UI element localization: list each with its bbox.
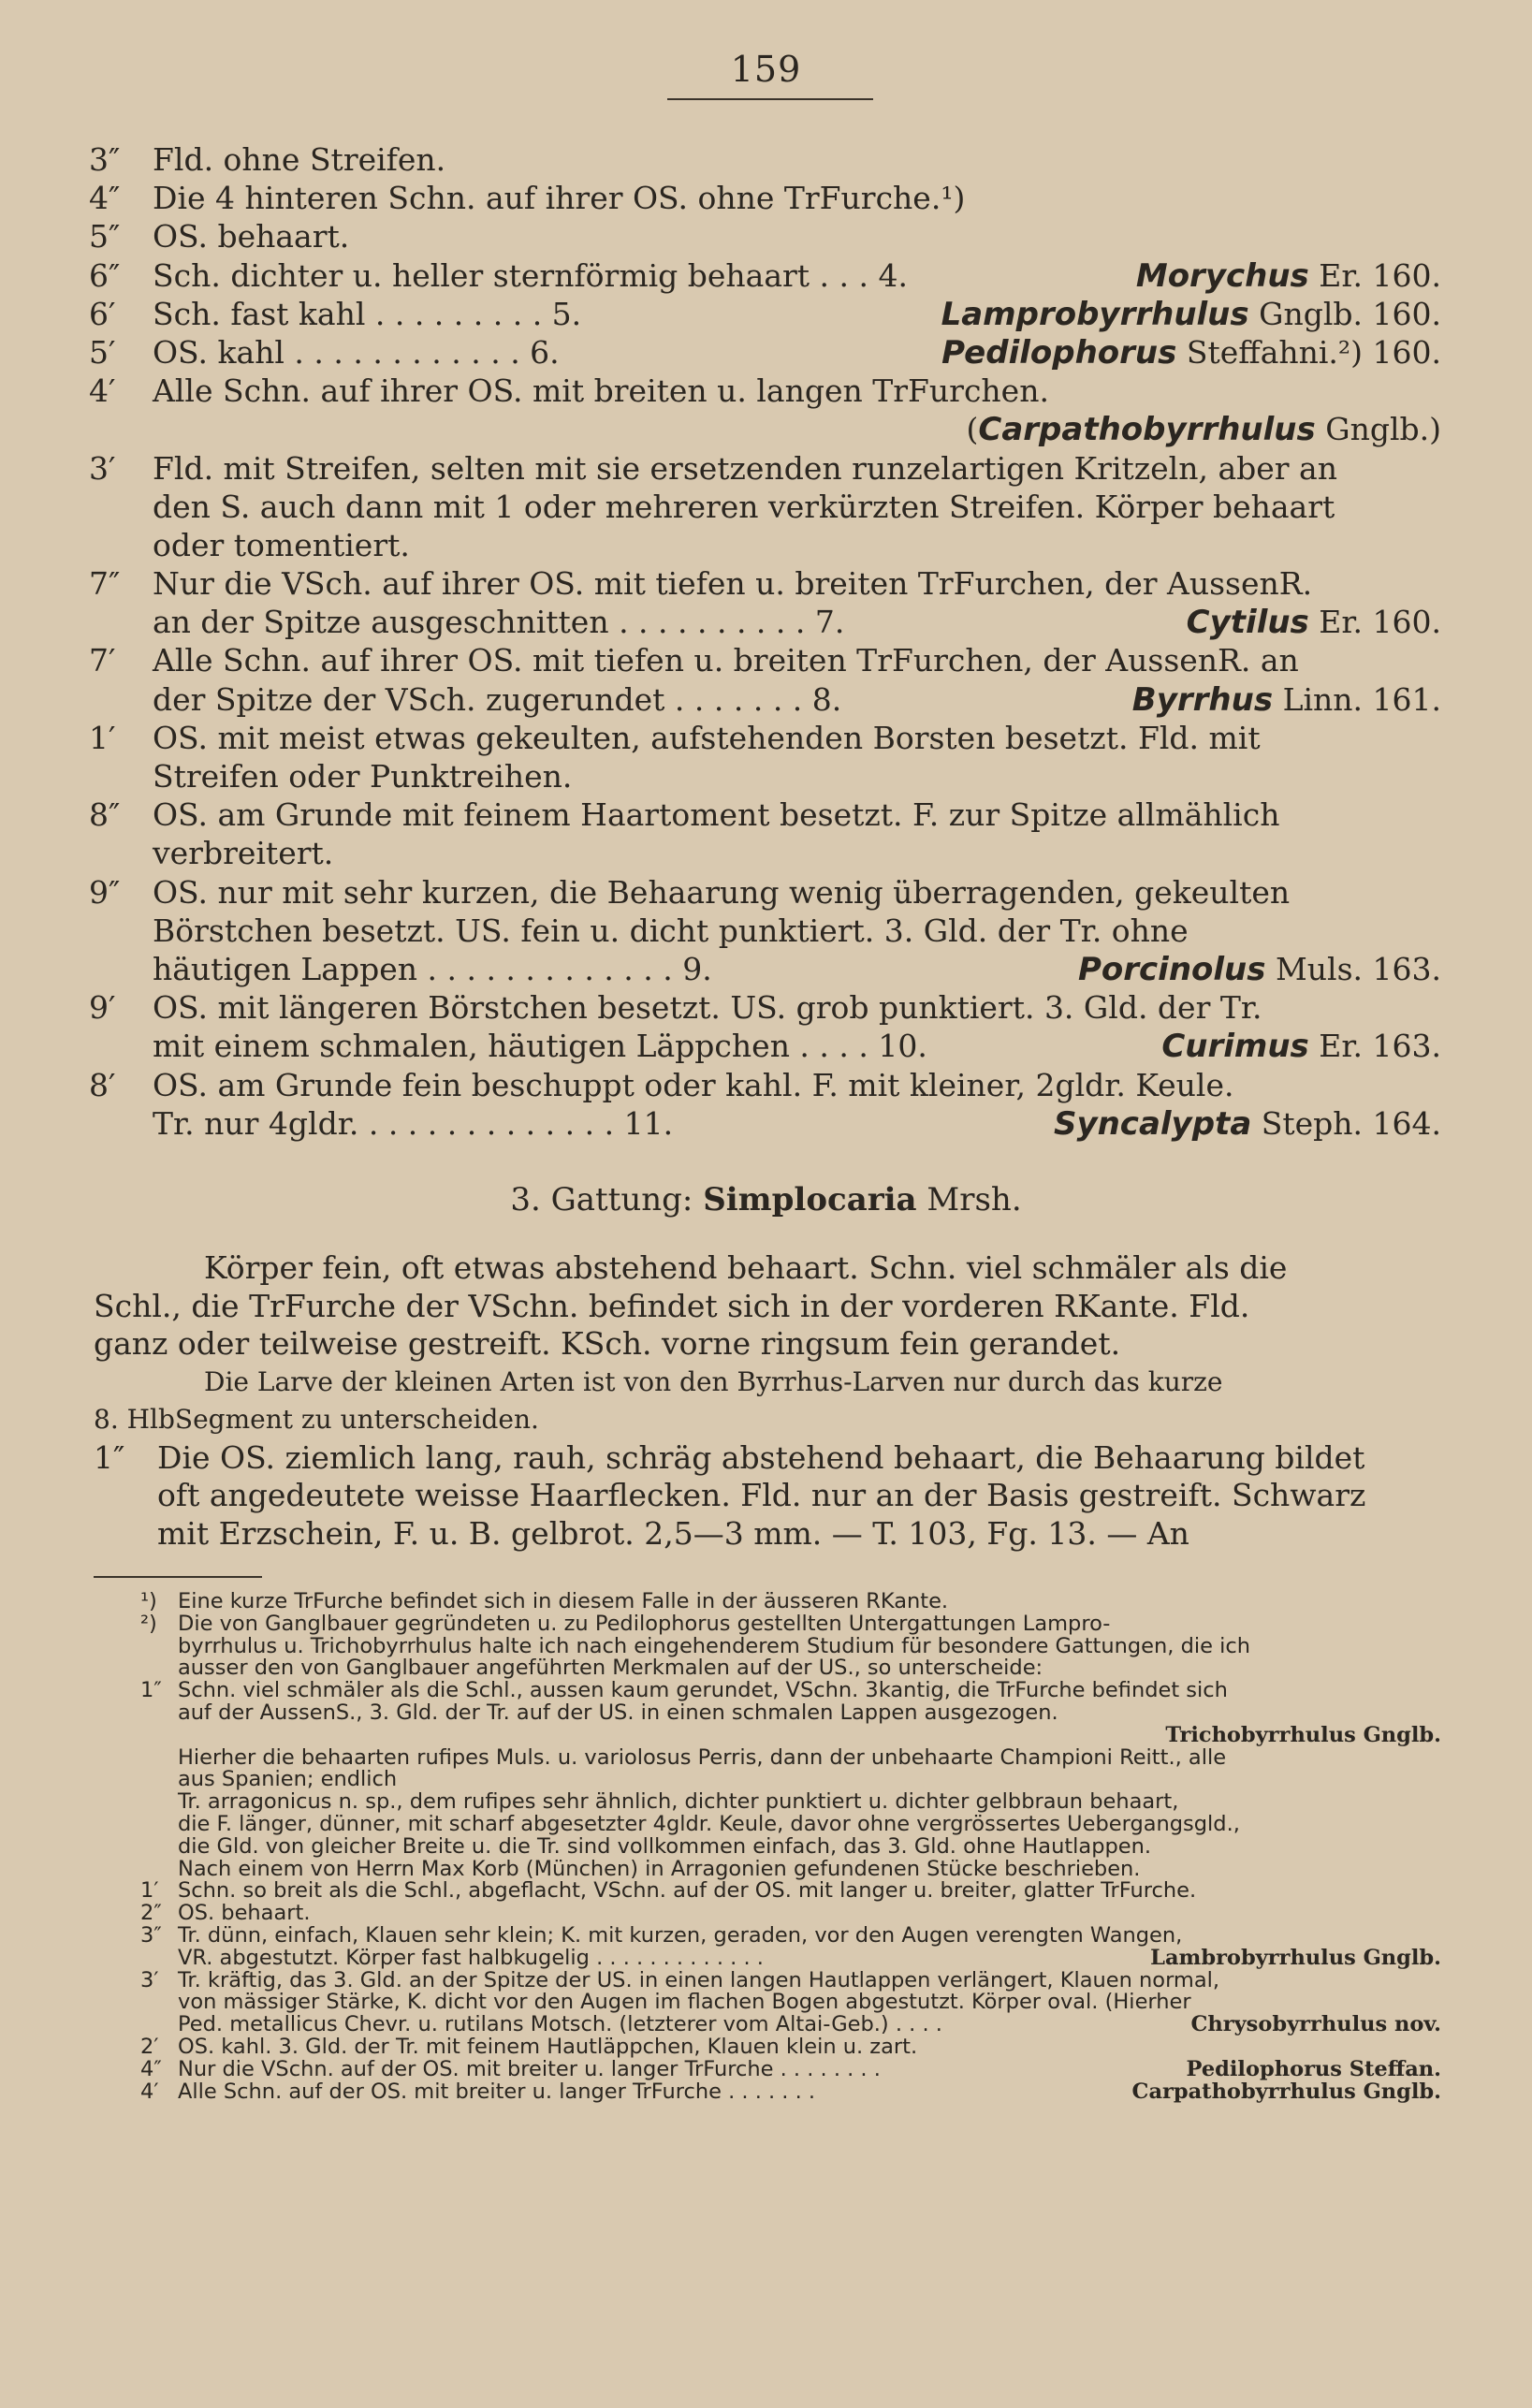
header-rule (667, 98, 873, 100)
footnote-code: 2″ (140, 1901, 162, 1926)
footnote-text: OS. kahl. 3. Gld. der Tr. mit feinem Hautläppchen, Klauen klein u. zart. (178, 2034, 918, 2059)
key-code: 9′ (89, 989, 116, 1027)
footnote-code: ²) (140, 1611, 157, 1636)
key-text: Streifen oder Punktreihen. (153, 758, 573, 795)
genus-name: Byrrhus (1131, 680, 1274, 719)
key-text (153, 680, 1441, 719)
body-line (94, 1364, 1441, 1402)
footnote-text: von mässiger Stärke, K. dicht vor den Augen im flachen Bogen abgestutzt. Körper oval. (Hierher (178, 1990, 1191, 2015)
footnote-line (140, 1613, 1441, 1636)
genus-author: Er. 160. (1319, 604, 1441, 641)
key-line (89, 873, 1441, 912)
heading-genus: Simplocaria (703, 1181, 917, 1219)
key-line (89, 719, 1441, 757)
key-code: 1′ (89, 719, 116, 756)
key-line (89, 217, 1441, 255)
footnote-code: 3″ (140, 1922, 162, 1948)
key-text: OS. mit meist etwas gekeulten, aufstehenden Borsten besetzt. Fld. mit (153, 719, 1261, 756)
key-line (89, 1066, 1441, 1104)
key-text: Alle Schn. auf ihrer OS. mit breiten u. langen TrFurchen. (153, 372, 1049, 410)
page-number: 159 (730, 49, 802, 90)
body-line-text: ganz oder teilweise gestreift. KSch. vorne ringsum fein gerandet. (94, 1325, 1121, 1362)
footnote-code: 1′ (140, 1878, 159, 1904)
footnote-genus: Lambrobyrrhulus Gnglb. (1150, 1945, 1441, 1970)
footnote-text: auf der AussenS., 3. Gld. der Tr. auf der US. in einen schmalen Lappen ausgezogen. (178, 1700, 1058, 1725)
footnote-text: Tr. dünn, einfach, Klauen sehr klein; K. mit kurzen, geraden, vor den Augen verengten Wangen, (178, 1922, 1183, 1948)
key-text (153, 603, 1441, 641)
heading-prefix: 3. Gattung: (510, 1181, 693, 1219)
genus-name: Porcinolus (1077, 950, 1266, 988)
key-line (89, 603, 1441, 641)
key-code: 8′ (89, 1066, 116, 1103)
key-text: OS. mit längeren Börstchen besetzt. US. grob punktiert. 3. Gld. der Tr. (153, 989, 1262, 1027)
key-line (89, 333, 1441, 372)
key-line (89, 912, 1441, 950)
key-text-lead: häutigen Lappen . . . . . . . . . . . . . 9. (153, 950, 712, 987)
key-text (153, 1027, 1441, 1065)
footnote-rule (94, 1576, 262, 1578)
key-line (89, 680, 1441, 719)
footnote-text: Alle Schn. auf der OS. mit breiter u. langer TrFurche . . . . . . . (178, 2079, 816, 2104)
body-line (94, 1401, 1441, 1439)
footnote-line (140, 1880, 1441, 1903)
key-line (89, 834, 1441, 872)
key-code: 5″ (89, 218, 121, 255)
body-line-text: 8. HlbSegment zu unterscheiden. (94, 1404, 539, 1435)
key-text (153, 1104, 1441, 1143)
key-code: 7″ (89, 565, 121, 603)
footnote-line (140, 1992, 1441, 2014)
genus-name: Morychus (1135, 256, 1309, 295)
body-line (94, 1515, 1441, 1554)
key-code: 4″ (89, 180, 121, 217)
footnote-line (140, 1833, 1441, 1859)
key-code: 4′ (89, 372, 116, 410)
key-text: den S. auch dann mit 1 oder mehreren verkürzten Streifen. Körper behaart (153, 488, 1335, 525)
genus-description (94, 1249, 1441, 1553)
key-text: oder tomentiert. (153, 526, 410, 563)
footnote-line (140, 1967, 1441, 1992)
body-line (94, 1477, 1441, 1515)
key-text-lead: Tr. nur 4gldr. . . . . . . . . . . . . . 11. (153, 1104, 674, 1142)
key-text-lead: ( (966, 411, 979, 448)
footnote-text: ausser den von Ganglbauer angeführten Merkmalen auf der US., so unterscheide: (178, 1656, 1043, 1681)
genus-name: Pedilophorus (941, 333, 1177, 372)
footnote-line (140, 1945, 1441, 1970)
footnote-line (140, 1657, 1441, 1680)
key-line (89, 795, 1441, 834)
key-code: 7′ (89, 642, 116, 679)
footnote-line (140, 2081, 1441, 2104)
footnote-text: Nur die VSchn. auf der OS. mit breiter u. langer TrFurche . . . . . . . . (178, 2056, 881, 2081)
key-line (89, 256, 1441, 295)
key-line (89, 950, 1441, 988)
key-text: Börstchen besetzt. US. fein u. dicht punktiert. 3. Gld. der Tr. ohne (153, 912, 1189, 949)
genus-author: Gnglb. 160. (1259, 295, 1441, 332)
key-text-lead: OS. kahl . . . . . . . . . . . . 6. (153, 333, 560, 371)
genus-author: Gnglb.) (1325, 411, 1441, 448)
footnote-text: OS. behaart. (178, 1901, 311, 1926)
footnote-text: Ped. metallicus Chevr. u. rutilans Motsch. (letzterer vom Altai-Geb.) . . . . (178, 2012, 942, 2037)
key-line (89, 564, 1441, 603)
footnote-genus: Trichobyrrhulus Gnglb. (1165, 1722, 1441, 1747)
body-line-text: Die OS. ziemlich lang, rauh, schräg abstehend behaart, die Behaarung bildet (157, 1438, 1365, 1476)
key-text (153, 333, 1441, 372)
footnote-line (140, 1769, 1441, 1791)
key-line (89, 1027, 1441, 1065)
key-line (89, 641, 1441, 679)
footnote-code: 1″ (140, 1678, 162, 1703)
footnote-genus: Chrysobyrrhulus nov. (1190, 2012, 1441, 2037)
body-line (94, 1325, 1441, 1364)
genus-name: Cytilus (1186, 604, 1309, 642)
key-genus-ref (1078, 950, 1441, 989)
body-line (94, 1288, 1441, 1326)
key-text (153, 950, 1441, 988)
key-code: 6′ (89, 295, 116, 332)
footnote-text: die Gld. von gleicher Breite u. die Tr. sind vollkommen einfach, das 3. Gld. ohne Hautlappen. (178, 1833, 1152, 1859)
key-code: 3′ (89, 449, 116, 487)
genus-author: Muls. 163. (1276, 950, 1441, 987)
key-code: 5′ (89, 333, 116, 371)
footnote-line (140, 1744, 1441, 1770)
key-text: Nur die VSch. auf ihrer OS. mit tiefen u. breiten TrFurchen, der AussenR. (153, 565, 1313, 603)
key-genus-ref (1132, 680, 1441, 720)
key-line (89, 488, 1441, 526)
footnote-line (140, 1591, 1441, 1613)
footnote-text: Tr. arragonicus n. sp., dem rufipes sehr ähnlich, dichter punktiert u. dichter gelbbraun behaart, (178, 1789, 1179, 1815)
body-line-text: Die Larve der kleinen Arten ist von den Byrrhus-Larven nur durch das kurze (204, 1365, 1223, 1397)
footnote-text: byrrhulus u. Trichobyrrhulus halte ich nach eingehenderem Studium für besondere Gattungen, die ich (178, 1633, 1250, 1658)
body-line-text: mit Erzschein, F. u. B. gelbrot. 2,5—3 mm. — T. 103, Fg. 13. — An (157, 1514, 1189, 1552)
key-text (153, 256, 1441, 295)
key-genus-ref (1187, 603, 1441, 642)
genus-name: Curimus (1161, 1028, 1309, 1066)
key-text: Alle Schn. auf ihrer OS. mit tiefen u. breiten TrFurchen, der AussenR. an (153, 642, 1299, 679)
heading-author: Mrsh. (926, 1181, 1022, 1219)
key-line (89, 526, 1441, 564)
footnote-line (140, 1811, 1441, 1836)
key-text-lead: der Spitze der VSch. zugerundet . . . . . . . 8. (153, 680, 842, 718)
footnote-line (140, 2056, 1441, 2081)
key-text: verbreitert. (153, 835, 334, 872)
body-line (94, 1439, 1441, 1478)
key-line (89, 372, 1441, 410)
footnote-text: die F. länger, dünner, mit scharf abgesetzter 4gldr. Keule, davor ohne vergrössertes Uebergangsgld., (178, 1811, 1240, 1836)
body-code: 1″ (94, 1438, 125, 1476)
genus-name: Syncalypta (1053, 1104, 1252, 1143)
footnote-text: VR. abgestutzt. Körper fast halbkugelig . . . . . . . . . . . . . (178, 1945, 764, 1970)
footnote-text: Nach einem von Herrn Max Korb (München) in Arragonien gefundenen Stücke beschrieben. (178, 1856, 1141, 1881)
footnote-text: Schn. viel schmäler als die Schl., aussen kaum gerundet, VSchn. 3kantig, die TrFurche befindet sich (178, 1678, 1228, 1703)
footnote-text: Tr. kräftig, das 3. Gld. an der Spitze der US. in einen langen Hautlappen verlängert, Klauen normal, (178, 1967, 1220, 1992)
key-text-lead: Sch. fast kahl . . . . . . . . . 5. (153, 295, 582, 332)
key-genus-ref (1136, 256, 1441, 296)
body-line (94, 1249, 1441, 1288)
genus-author: Er. 160. (1319, 256, 1441, 294)
key-line (89, 140, 1441, 179)
key-genus-ref (941, 295, 1441, 334)
footnote-line (140, 1856, 1441, 1881)
key-text: OS. am Grunde fein beschuppt oder kahl. F. mit kleiner, 2gldr. Keule. (153, 1066, 1234, 1103)
key-line (89, 757, 1441, 795)
footnote-line (140, 1922, 1441, 1948)
footnote-line (140, 2014, 1441, 2036)
key-text: OS. behaart. (153, 218, 350, 255)
determination-key (89, 140, 1441, 1143)
key-line (89, 295, 1441, 333)
genus-author: Steffahni.²) 160. (1186, 333, 1441, 371)
key-text: Die 4 hinteren Schn. auf ihrer OS. ohne TrFurche.¹) (153, 180, 966, 217)
key-genus-ref (1161, 1027, 1441, 1066)
footnote-line (140, 2036, 1441, 2059)
key-code: 9″ (89, 873, 121, 911)
footnote-line (140, 1722, 1441, 1747)
key-text: OS. nur mit sehr kurzen, die Behaarung wenig überragenden, gekeulten (153, 873, 1291, 911)
footnote-text: Eine kurze TrFurche befindet sich in diesem Falle in der äusseren RKante. (178, 1589, 949, 1613)
key-line (89, 1104, 1441, 1143)
genus-author: Linn. 161. (1282, 680, 1441, 718)
key-genus-ref (967, 410, 1441, 449)
footnote-line (140, 1903, 1441, 1925)
genus-author: Er. 163. (1319, 1028, 1441, 1065)
footnote-text: Hierher die behaarten rufipes Muls. u. variolosus Perris, dann der unbehaarte Championi Reitt., alle (178, 1744, 1227, 1770)
footnote-genus: Pedilophorus Steffan. (1186, 2056, 1441, 2081)
key-code: 8″ (89, 796, 121, 834)
footnote-text: Die von Ganglbauer gegründeten u. zu Pedilophorus gestellten Untergattungen Lampro- (178, 1611, 1111, 1636)
footnote-code: 2′ (140, 2034, 159, 2059)
key-text-lead: an der Spitze ausgeschnitten . . . . . . . . . . 7. (153, 604, 845, 641)
key-text-lead: Sch. dichter u. heller sternförmig behaart . . . 4. (153, 256, 908, 294)
genus-heading (0, 1181, 1532, 1219)
footnote-text: aus Spanien; endlich (178, 1767, 398, 1792)
footnote-genus: Carpathobyrrhulus Gnglb. (1131, 2079, 1441, 2104)
key-line (89, 410, 1441, 448)
key-code: 3″ (89, 141, 121, 178)
footnotes (140, 1591, 1441, 2103)
key-text: Fld. mit Streifen, selten mit sie ersetzenden runzelartigen Kritzeln, aber an (153, 449, 1337, 487)
footnote-code: 4′ (140, 2079, 159, 2104)
footnote-code: ¹) (140, 1589, 157, 1613)
key-genus-ref (1054, 1104, 1441, 1144)
key-line (89, 449, 1441, 488)
key-text: OS. am Grunde mit feinem Haartoment besetzt. F. zur Spitze allmählich (153, 796, 1280, 834)
footnote-code: 4″ (140, 2056, 162, 2081)
key-text-lead: mit einem schmalen, häutigen Läppchen . . . . 10. (153, 1028, 927, 1065)
footnote-code: 3′ (140, 1967, 159, 1992)
footnote-text: Schn. so breit als die Schl., abgeflacht, VSchn. auf der OS. mit langer u. breiter, glatter TrFurche. (178, 1878, 1197, 1904)
genus-author: Steph. 164. (1261, 1104, 1441, 1142)
key-genus-ref (941, 333, 1441, 372)
key-line (89, 179, 1441, 217)
body-line-text: Körper fein, oft etwas abstehend behaart. Schn. viel schmäler als die (204, 1249, 1288, 1286)
key-text (153, 295, 1441, 333)
key-code: 6″ (89, 256, 121, 294)
footnote-line (140, 1791, 1441, 1814)
body-line-text: oft angedeutete weisse Haarflecken. Fld. nur an der Basis gestreift. Schwarz (157, 1477, 1366, 1513)
footnote-line (140, 1702, 1441, 1725)
footnote-line (140, 1633, 1441, 1658)
key-line (89, 988, 1441, 1027)
genus-name: Carpathobyrrhulus (978, 411, 1316, 449)
body-line-text: Schl., die TrFurche der VSchn. befindet sich in der vorderen RKante. Fld. (94, 1287, 1250, 1324)
key-text: Fld. ohne Streifen. (153, 141, 446, 178)
genus-name: Lamprobyrrhulus (941, 295, 1249, 333)
footnote-line (140, 1680, 1441, 1702)
